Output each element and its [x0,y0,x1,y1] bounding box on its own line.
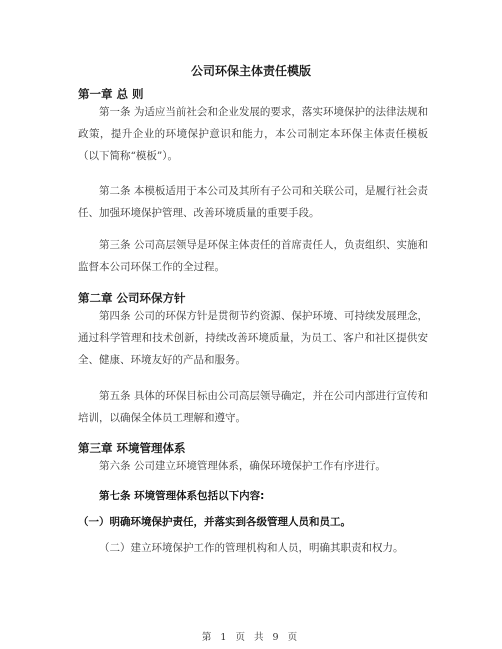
page-number: 第 1 页 共 9 页 [201,632,301,643]
article-7: 第七条 环境管理体系包括以下内容: [99,490,265,502]
article-2: 第二条 本模板适用于本公司及其所有子公司和关联公司，是履行社会责任、加强环境保护管理、改善环境质量的重要手段。 [78,185,428,219]
list-item-2: （二）建立环境保护工作的管理机构和人员，明确其职责和权力。 [99,542,404,554]
chapter-2-heading: 第二章 公司环保方针 [78,291,186,305]
article-1: 第一条 为适应当前社会和企业发展的要求，落实环境保护的法律法规和政策，提升企业的环境保护意识和能力，本公司制定本环保主体责任模板（以下简称“模板”）。 [78,106,428,162]
article-5: 第五条 具体的环保目标由公司高层领导确定，并在公司内部进行宣传和培训，以确保全体员工理解和遵守。 [78,390,428,424]
list-item-1: （一）明确环境保护责任，并落实到各级管理人员和员工。 [78,516,351,528]
chapter-3-heading: 第三章 环境管理体系 [78,441,186,455]
article-3: 第三条 公司高层领导是环保主体责任的首席责任人，负责组织、实施和监督本公司环保工作的全过程。 [78,239,428,273]
article-6: 第六条 公司建立环境管理体系，确保环境保护工作有序进行。 [99,460,386,472]
chapter-1-heading: 第一章 总 则 [78,87,144,101]
article-4: 第四条 公司的环保方针是贯彻节约资源、保护环境、可持续发展理念，通过科学管理和技术创新，持续改善环境质量，为员工、客户和社区提供安全、健康、环境友好的产品和服务。 [78,310,428,366]
document-title: 公司环保主体责任模版 [190,64,311,78]
